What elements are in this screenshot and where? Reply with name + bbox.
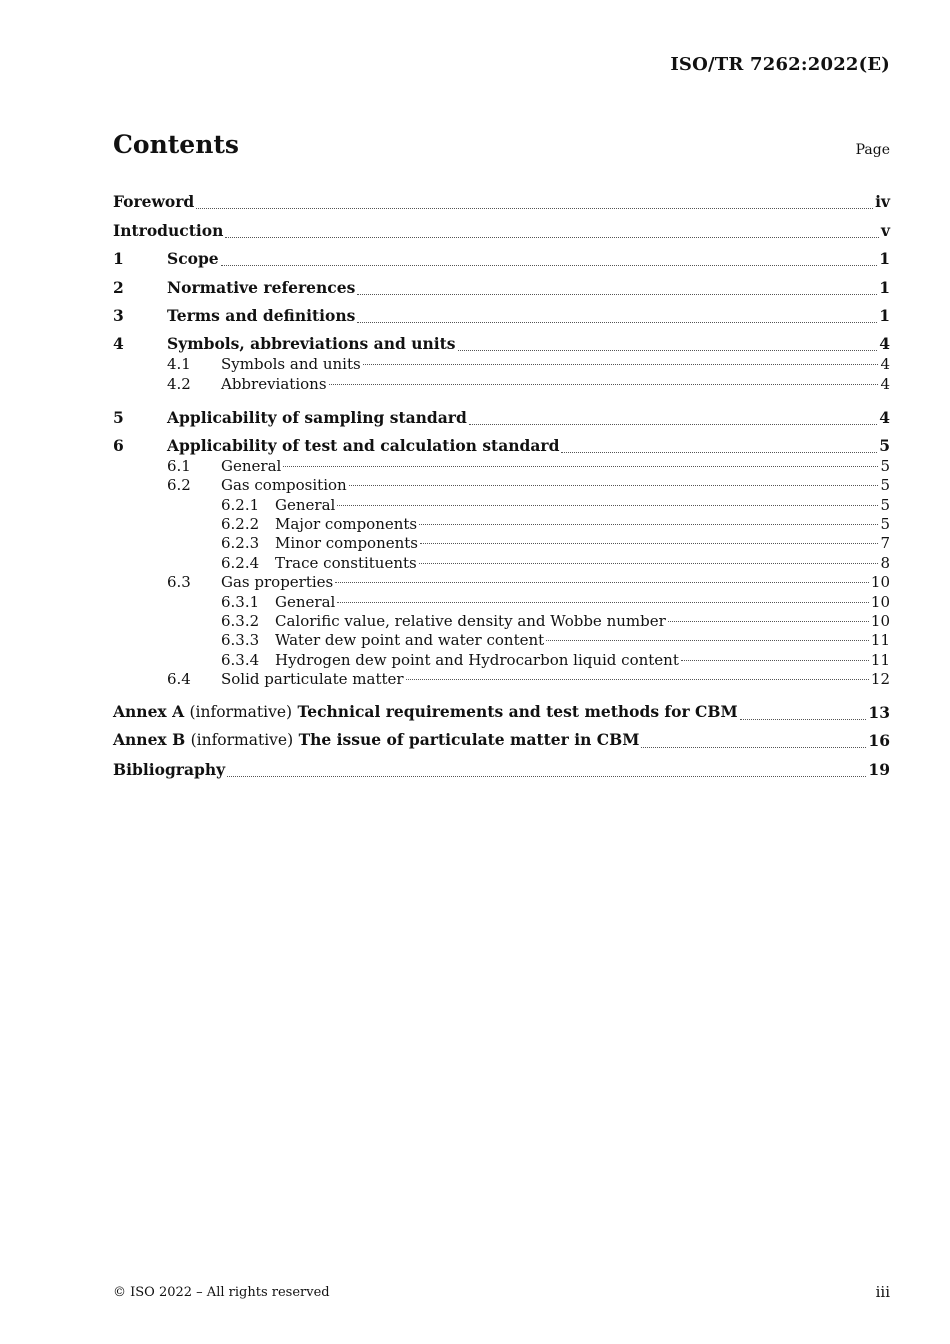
dot-leader — [681, 659, 869, 661]
toc-entry-page: 7 — [880, 534, 890, 553]
toc-entry-number: 3 — [113, 305, 124, 325]
toc-entry-page: v — [880, 220, 890, 240]
toc-entry-number: 4 — [113, 334, 124, 354]
annex-id: Annex B — [113, 730, 186, 750]
toc-entry-number: 4.2 — [167, 374, 191, 393]
table-of-contents — [113, 185, 890, 781]
dot-leader — [420, 542, 878, 544]
annex-title: Technical requirements and test methods for CBM — [297, 701, 738, 721]
toc-entry-page: 10 — [870, 612, 890, 631]
toc-entry-page: 4 — [879, 334, 890, 354]
dot-leader — [335, 581, 869, 583]
toc-entry-label: Hydrogen dew point and Hydrocarbon liquid content — [275, 650, 679, 669]
annex-type: (informative) — [190, 731, 294, 750]
toc-entry-number: 6.3.2 — [221, 612, 260, 631]
toc-entry-label — [113, 728, 639, 752]
toc-entry-page: 10 — [870, 573, 890, 592]
contents-title-row — [113, 130, 890, 166]
dot-leader — [561, 451, 877, 453]
dot-leader — [740, 718, 867, 720]
toc-entry-label: General — [275, 495, 336, 514]
dot-leader — [227, 775, 866, 777]
toc-entry-page: 13 — [868, 702, 890, 722]
document-reference: ISO/TR 7262:2022(E) — [670, 54, 890, 75]
dot-leader — [329, 383, 879, 385]
toc-entry-label: Gas composition — [221, 476, 347, 495]
toc-entry[interactable] — [113, 400, 890, 428]
toc-entry[interactable] — [113, 429, 890, 457]
toc-entry[interactable] — [113, 696, 890, 724]
toc-entry-label: Abbreviations — [221, 374, 327, 393]
toc-entry-page: 10 — [870, 592, 890, 611]
toc-entry-page: 12 — [870, 670, 890, 689]
toc-entry-label: Scope — [167, 249, 219, 269]
dot-leader — [546, 639, 869, 641]
toc-entry[interactable] — [113, 670, 890, 689]
toc-entry-page: iv — [875, 192, 890, 212]
toc-entry-label: Normative references — [167, 277, 356, 297]
dot-leader — [419, 523, 878, 525]
dot-leader — [469, 423, 877, 425]
toc-entry-label: Applicability of sampling standard — [167, 407, 467, 427]
dot-leader — [419, 562, 879, 564]
toc-entry-number: 6.2.3 — [221, 534, 260, 553]
toc-entry-label: General — [221, 456, 282, 475]
toc-entry-number: 6.3.1 — [221, 592, 260, 611]
toc-entry-label: Applicability of test and calculation standard — [167, 435, 560, 455]
toc-entry-number: 6.1 — [167, 456, 191, 475]
toc-entry-page: 11 — [870, 650, 890, 669]
dot-leader — [225, 236, 879, 238]
toc-entry[interactable] — [113, 631, 890, 650]
toc-entry-number: 5 — [113, 407, 124, 427]
toc-entry-page: 5 — [880, 515, 890, 534]
dot-leader — [221, 264, 878, 266]
page-number: iii — [875, 1283, 890, 1301]
toc-entry[interactable] — [113, 355, 890, 374]
annex-title: The issue of particulate matter in CBM — [298, 730, 640, 750]
dot-leader — [458, 349, 878, 351]
toc-entry-label: Terms and definitions — [167, 305, 356, 325]
toc-entry[interactable] — [113, 496, 890, 515]
dot-leader — [283, 465, 878, 467]
toc-entry-page: 8 — [880, 553, 890, 572]
toc-entry-number: 6.2 — [167, 476, 191, 495]
dot-leader — [337, 601, 869, 603]
toc-entry-page: 19 — [868, 759, 890, 779]
dot-leader — [363, 363, 879, 365]
toc-entry-number: 6.4 — [167, 670, 191, 689]
dot-leader — [337, 504, 878, 506]
toc-entry[interactable] — [113, 242, 890, 270]
toc-entry[interactable] — [113, 515, 890, 534]
toc-entry-number: 6.2.4 — [221, 553, 260, 572]
toc-entry[interactable] — [113, 213, 890, 241]
toc-entry-page: 5 — [879, 435, 890, 455]
toc-entry-number: 6.2.2 — [221, 515, 260, 534]
toc-entry[interactable] — [113, 534, 890, 553]
contents-title: Contents — [113, 130, 240, 159]
toc-entry-number: 6 — [113, 435, 124, 455]
toc-entry-number: 1 — [113, 249, 124, 269]
toc-entry-page: 4 — [880, 374, 890, 393]
toc-entry-number: 6.3.3 — [221, 631, 260, 650]
annex-type: (informative) — [189, 702, 293, 721]
toc-entry-page: 5 — [880, 456, 890, 475]
toc-entry[interactable] — [113, 752, 890, 780]
toc-entry-page: 5 — [880, 476, 890, 495]
toc-entry-label: Water dew point and water content — [275, 631, 545, 650]
toc-entry[interactable] — [113, 724, 890, 752]
toc-entry[interactable] — [113, 185, 890, 213]
toc-entry-page: 1 — [879, 277, 890, 297]
toc-entry-page: 1 — [879, 305, 890, 325]
toc-entry-page: 16 — [868, 731, 890, 751]
toc-entry[interactable] — [113, 612, 890, 631]
toc-entry[interactable] — [113, 651, 890, 670]
copyright-notice: © ISO 2022 – All rights reserved — [113, 1285, 330, 1300]
toc-entry-page: 4 — [879, 407, 890, 427]
toc-entry-label: Gas properties — [221, 573, 334, 592]
dot-leader — [357, 321, 877, 323]
toc-entry-label: Major components — [275, 515, 418, 534]
toc-entry-number: 4.1 — [167, 355, 191, 374]
toc-entry-page: 11 — [870, 631, 890, 650]
toc-entry[interactable] — [113, 299, 890, 327]
toc-entry-label: Solid particulate matter — [221, 670, 404, 689]
dot-leader — [349, 484, 879, 486]
toc-entry-label — [113, 700, 738, 724]
toc-entry-label: Trace constituents — [275, 553, 417, 572]
dot-leader — [196, 207, 873, 209]
toc-entry-page: 1 — [879, 249, 890, 269]
toc-entry-number: 6.3.4 — [221, 650, 260, 669]
toc-entry[interactable] — [113, 476, 890, 495]
toc-entry[interactable] — [113, 375, 890, 394]
toc-entry-label: Symbols and units — [221, 355, 361, 374]
toc-entry-number: 6.2.1 — [221, 495, 260, 514]
toc-entry[interactable] — [113, 270, 890, 298]
dot-leader — [406, 678, 869, 680]
toc-entry-label: Introduction — [113, 220, 224, 240]
toc-entry[interactable] — [113, 327, 890, 355]
toc-entry-label: Bibliography — [113, 759, 226, 779]
toc-entry-label: Calorific value, relative density and Wobbe number — [275, 612, 666, 631]
dot-leader — [668, 620, 869, 622]
toc-entry-label: Minor components — [275, 534, 418, 553]
page-column-label: Page — [855, 142, 890, 158]
annex-id: Annex A — [113, 701, 185, 721]
dot-leader — [641, 746, 866, 748]
toc-entry-label: Symbols, abbreviations and units — [167, 334, 456, 354]
dot-leader — [357, 293, 877, 295]
toc-entry-label: Foreword — [113, 192, 195, 212]
toc-entry[interactable] — [113, 457, 890, 476]
toc-entry-label: General — [275, 592, 336, 611]
toc-entry[interactable] — [113, 573, 890, 592]
toc-entry-page: 4 — [880, 355, 890, 374]
toc-entry[interactable] — [113, 593, 890, 612]
toc-entry-page: 5 — [880, 495, 890, 514]
toc-entry[interactable] — [113, 554, 890, 573]
toc-entry-number: 6.3 — [167, 573, 191, 592]
toc-entry-number: 2 — [113, 277, 124, 297]
